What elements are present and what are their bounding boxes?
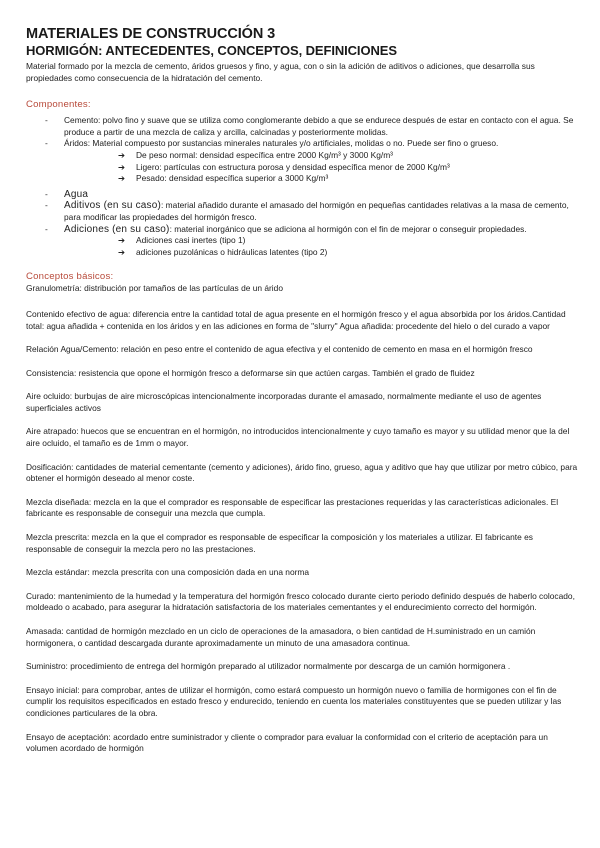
list-dash: - bbox=[45, 188, 48, 199]
concept-item: Mezcla diseñada: mezcla en la que el comprador es responsable de especificar las prestaciones requeridas y las características adicionales. El fabricante es responsable de conseguir una mezcla que cumpla. bbox=[26, 496, 559, 519]
arrow-icon: ➔ bbox=[118, 246, 126, 257]
component-aditivos bbox=[26, 200, 578, 223]
arrow-icon: ➔ bbox=[118, 161, 126, 172]
component-text: : material añadido durante el amasado del hormigón en pequeñas cantidades relativas a la masa de cemento, para modificar las propiedades del hormigón fresco. bbox=[64, 200, 569, 222]
list-dash: - bbox=[45, 223, 48, 234]
list-dash: - bbox=[45, 200, 48, 211]
concept-item: Contenido efectivo de agua: diferencia entre la cantidad total de agua presente en el hormigón fresco y el agua absorbida por los áridos.Cantidad total: agua añadida + contenida en los áridos y en las adiciones en forma de "slurry" Agua añadida: procedente del hielo o del curado a vapor bbox=[26, 308, 566, 331]
arrow-icon: ➔ bbox=[118, 235, 126, 246]
subtype-text: adiciones puzolánicas o hidráulicas latentes (tipo 2) bbox=[136, 246, 328, 257]
component-aridos bbox=[26, 138, 578, 150]
document-title: MATERIALES DE CONSTRUCCIÓN 3 bbox=[26, 26, 276, 42]
document-page bbox=[26, 26, 578, 755]
concepts-heading: Conceptos básicos: bbox=[26, 271, 114, 283]
concept-item: Suministro: procedimiento de entrega del hormigón preparado al utilizador normalmente por descarga de un camión hormigonera . bbox=[26, 661, 511, 672]
aridos-subtype-item bbox=[26, 162, 578, 174]
aridos-subtypes bbox=[26, 150, 578, 185]
aridos-subtype-item bbox=[26, 150, 578, 162]
list-dash: - bbox=[45, 115, 48, 126]
concept-item: Ensayo de aceptación: acordado entre suministrador y cliente o comprador para evaluar la conformidad con el criterio de aceptación para un volumen acordado de hormigón bbox=[26, 731, 548, 754]
concept-granulometria: Granulometría: distribución por tamaños de las partículas de un árido bbox=[26, 283, 283, 294]
adiciones-subtypes bbox=[26, 235, 578, 258]
component-label: Adiciones (en su caso) bbox=[64, 223, 170, 235]
concept-item: Mezcla estándar: mezcla prescrita con una composición dada en una norma bbox=[26, 567, 310, 578]
concept-item: Amasada: cantidad de hormigón mezclado en un ciclo de operaciones de la amasadora, o bien cantidad de H.suministrado en un camión hormigonera, o cantidad descargada durante aproximadamente un minuto de una amasadora continua. bbox=[26, 626, 536, 648]
component-text: Agua bbox=[64, 188, 89, 200]
subtype-text: Pesado: densidad específica superior a 3000 Kg/m³ bbox=[136, 173, 329, 184]
concept-item: Ensayo inicial: para comprobar, antes de utilizar el hormigón, como estará compuesto un hormigón nuevo o familia de hormigones con el fin de cumplir los requisitos especificados en estado fresco y endurecido, teniendo en cuenta los materiales constituyentes que se pueden utilizar y las condiciones particulares de la obra. bbox=[26, 684, 562, 718]
concept-item: Aire ocluido: burbujas de aire microscópicas intencionalmente incorporadas durante el amasado, normalmente mediante el uso de agentes superficiales activos bbox=[26, 391, 542, 413]
subtype-text: De peso normal: densidad específica entre 2000 Kg/m³ y 3000 Kg/m³ bbox=[136, 149, 393, 160]
intro-paragraph: Material formado por la mezcla de cemento, áridos gruesos y fino, y agua, con o sin la adición de aditivos o adiciones, que desarrolla sus propiedades como consecuencia de la hidratación del cemento. bbox=[26, 61, 535, 83]
component-label: Aditivos (en su caso) bbox=[64, 200, 162, 212]
component-agua bbox=[26, 189, 578, 201]
list-dash: - bbox=[45, 138, 48, 149]
concept-item: Aire atrapado: huecos que se encuentran en el hormigón, no introducidos intencionalmente y cuyo tamaño es mayor y su utilidad menor que la del aire ocluido, el tamaño es de 1mm o mayor. bbox=[26, 426, 570, 449]
adiciones-subtype-item bbox=[26, 247, 578, 259]
components-heading: Componentes: bbox=[26, 99, 91, 111]
adiciones-subtype-item bbox=[26, 235, 578, 247]
components-list bbox=[26, 115, 578, 258]
subtype-text: Adiciones casi inertes (tipo 1) bbox=[136, 235, 246, 246]
component-adiciones bbox=[26, 224, 578, 236]
arrow-icon: ➔ bbox=[118, 173, 126, 184]
arrow-icon: ➔ bbox=[118, 149, 126, 160]
concept-item: Consistencia: resistencia que opone el hormigón fresco a deformarse sin que actúen cargas. También el grado de fluidez bbox=[26, 367, 475, 378]
document-subtitle: HORMIGÓN: ANTECEDENTES, CONCEPTOS, DEFINICIONES bbox=[26, 43, 397, 58]
aridos-subtype-item bbox=[26, 173, 578, 185]
component-text: : material inorgánico que se adiciona al hormigón con el fin de mejorar o conseguir propiedades. bbox=[169, 223, 527, 234]
concept-item: Curado: mantenimiento de la humedad y la temperatura del hormigón fresco colocado durante cierto periodo definido después de haberlo colocado, moldeado o acabado, para asegurar la hidratación satisfactoria de los materiales cementantes y el endurecimiento correcto del hormigón. bbox=[26, 590, 575, 613]
concepts-list bbox=[26, 309, 578, 755]
subtype-text: Ligero: partículas con estructura porosa y densidad específica menor de 2000 Kg/m³ bbox=[136, 161, 450, 172]
concept-item: Mezcla prescrita: mezcla en la que el comprador es responsable de especificar la composición y los materiales a utilizar. El fabricante es responsable de conseguir la mezcla pero no las prestaciones. bbox=[26, 532, 533, 554]
concept-item: Relación Agua/Cemento: relación en peso entre el contenido de agua efectiva y el contenido de cemento en masa en el hormigón fresco bbox=[26, 344, 533, 355]
component-text: Áridos: Material compuesto por sustancias minerales naturales y/o artificiales, molidas o no. Puede ser fino o grueso. bbox=[64, 138, 499, 149]
component-cemento bbox=[26, 115, 578, 138]
component-text: Cemento: polvo fino y suave que se utiliza como conglomerante debido a que se endurece después de estar en contacto con el agua. Se produce a partir de una mezcla de caliza y arcilla, calcinadas y posteriormente molidas. bbox=[64, 115, 574, 137]
concept-item: Dosificación: cantidades de material cementante (cemento y adiciones), árido fino, grueso, agua y aditivo que hay que utilizar por metro cúbico, para obtener el hormigón deseado al menor coste. bbox=[26, 461, 578, 484]
